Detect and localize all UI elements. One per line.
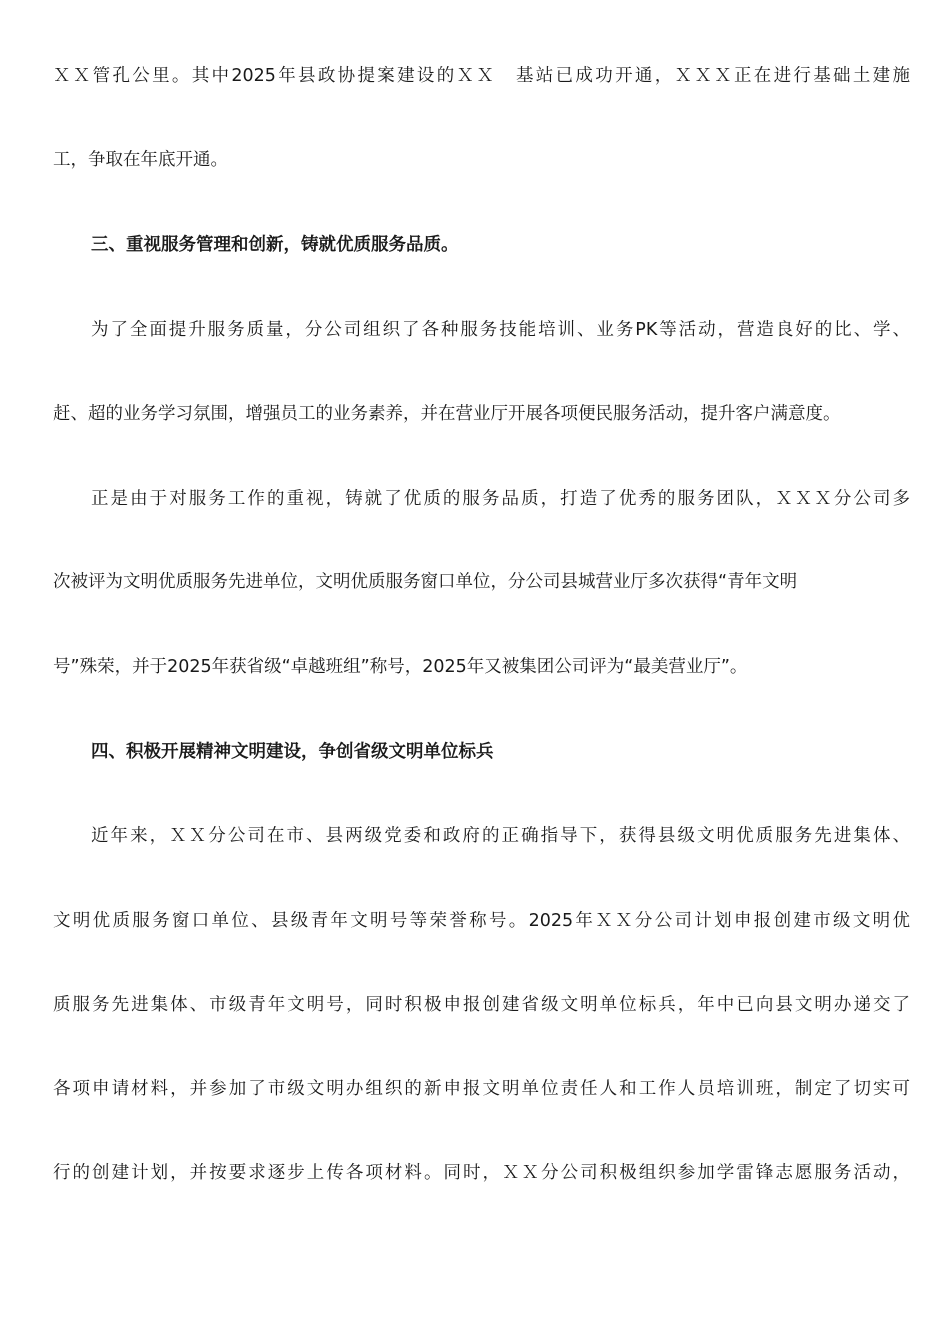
paragraph-line: 为了全面提升服务质量，分公司组织了各种服务技能培训、业务PK等活动，营造良好的比、学、 [91,320,910,340]
paragraph-line: 质服务先进集体、市级青年文明号，同时积极申报创建省级文明单位标兵，年中已向县文明办递交了 [53,995,910,1015]
paragraph-line: 工，争取在年底开通。 [53,150,228,170]
paragraph-line: 赶、超的业务学习氛围，增强员工的业务素养，并在营业厅开展各项便民服务活动，提升客户满意度。 [53,404,841,424]
paragraph-line: 近年来，ＸＸ分公司在市、县两级党委和政府的正确指导下，获得县级文明优质服务先进集体、 [91,826,910,846]
section-heading-3: 三、重视服务管理和创新，铸就优质服务品质。 [91,235,459,255]
paragraph-line: 号”殊荣，并于2025年获省级“卓越班组”称号，2025年又被集团公司评为“最美营业厅”。 [53,657,748,677]
paragraph-line: 文明优质服务窗口单位、县级青年文明号等荣誉称号。2025年ＸＸ分公司计划申报创建市级文明优 [53,911,910,931]
paragraph-line: ＸＸ管孔公里。其中2025年县政协提案建设的ＸＸ 基站已成功开通，ＸＸＸ正在进行基础土建施 [53,66,910,86]
paragraph-line: 行的创建计划，并按要求逐步上传各项材料。同时，ＸＸ分公司积极组织参加学雷锋志愿服务活动， [53,1163,910,1183]
paragraph-line: 各项申请材料，并参加了市级文明办组织的新申报文明单位责任人和工作人员培训班，制定了切实可 [53,1079,910,1099]
section-heading-4: 四、积极开展精神文明建设，争创省级文明单位标兵 [91,742,494,762]
paragraph-line: 次被评为文明优质服务先进单位，文明优质服务窗口单位，分公司县城营业厅多次获得“青年文明 [53,572,798,592]
paragraph-line: 正是由于对服务工作的重视，铸就了优质的服务品质，打造了优秀的服务团队，ＸＸＸ分公司多 [91,489,910,509]
